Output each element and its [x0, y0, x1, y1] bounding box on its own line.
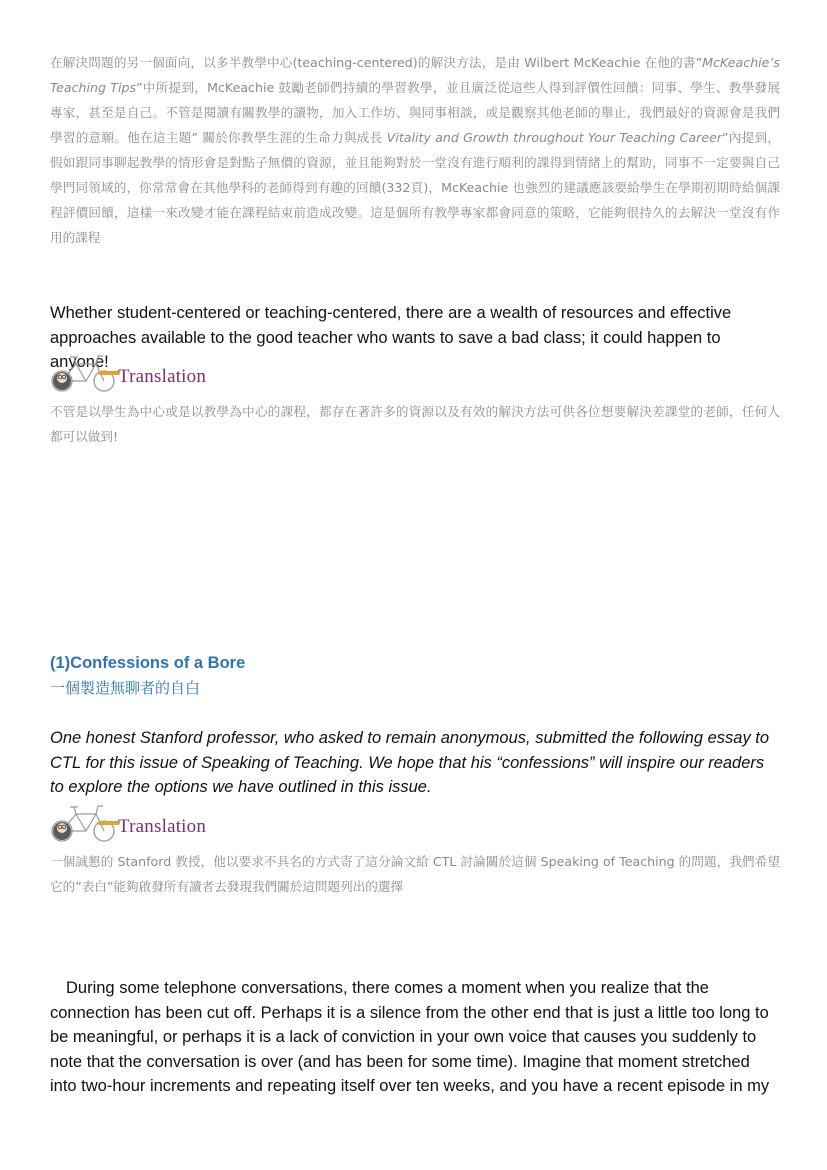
bicycle-icon	[50, 348, 120, 394]
section-subheading: 一個製造無聊者的自白	[50, 679, 201, 697]
translation-label: Translation	[118, 816, 207, 837]
translation-badge	[50, 798, 230, 844]
text-span: ”內提到，假如跟同事聊起教學的情形會是對點子無價的資源，並且能夠對於一堂沒有進行順利的課得到情緒上的幫助，同事不一定要與自己學門同領域的，你常常會在其他學科的老師得到有趣的回饋(332頁)，McKeachie 也強烈的建議應該要給學生在學期初期時給個課程評價回饋，這樣一來改變才能在課程結束前造成改變。這是個所有教學專家都會同意的策略，它能夠很持久的去解決一堂沒有作用的課程	[50, 130, 781, 245]
english-intro-paragraph: One honest Stanford professor, who asked to remain anonymous, submitted the following essay to CTL for this issue of Speaking of Teaching. We hope that his “confessions” will inspire our readers to explore the options we have outlined in this issue.	[50, 729, 770, 796]
translation-label: Translation	[118, 366, 207, 387]
bicycle-icon	[50, 798, 120, 844]
chinese-paragraph-mckeachie	[50, 50, 780, 250]
translation-badge	[50, 348, 230, 394]
book-title: McKeachie’s Teaching Tips	[50, 55, 780, 95]
english-body-paragraph: During some telephone conversations, there comes a moment when you realize that the connection has been cut off. Perhaps it is a silence from the other end that is just a little too long to be meaningful, or perhaps it is a lack of conviction in your own voice that causes you suddenly to note that the conversation is over (and has been for some time). Imagine that moment stretched into two-hour increments and repeating itself over ten weeks, and you have a recent episode in my	[50, 979, 770, 1095]
text-span: ”中所提到，McKeachie 鼓勵老師們持續的學習教學，並且廣泛從這些人得到評價性回饋：同事、學生、教學發展專家，甚至是自己。不管是閱讀有關教學的讀物，加入工作坊、與同事相談，或是觀察其他老師的舉止，我們最好的資源會是我們學習的意願。他在這主題” 關於你教學生涯的生命力與成長	[50, 80, 780, 145]
topic-title: Vitality and Growth throughout Your Teaching Career	[386, 130, 723, 145]
section-heading: (1)Confessions of a Bore	[50, 654, 246, 672]
english-paragraph-resources: Whether student-centered or teaching-centered, there are a wealth of resources and effective approaches available to the good teacher who wants to save a bad class; it could happen to anyone!	[50, 304, 732, 371]
text-span: 在解決問題的另一個面向，以多半教學中心(teaching-centered)的解決方法，是由 Wilbert McKeachie 在他的書”	[50, 55, 703, 70]
chinese-intro-paragraph: 一個誠懇的 Stanford 教授，他以要求不具名的方式寄了這分論文給 CTL 討論關於這個 Speaking of Teaching 的問題，我們希望它的”表白”能夠啟發所有讀者去發現我們關於這問題列出的選擇	[50, 854, 780, 894]
chinese-paragraph-resources: 不管是以學生為中心或是以教學為中心的課程，都存在著許多的資源以及有效的解決方法可供各位想要解決差課堂的老師，任何人都可以做到!	[50, 404, 780, 444]
